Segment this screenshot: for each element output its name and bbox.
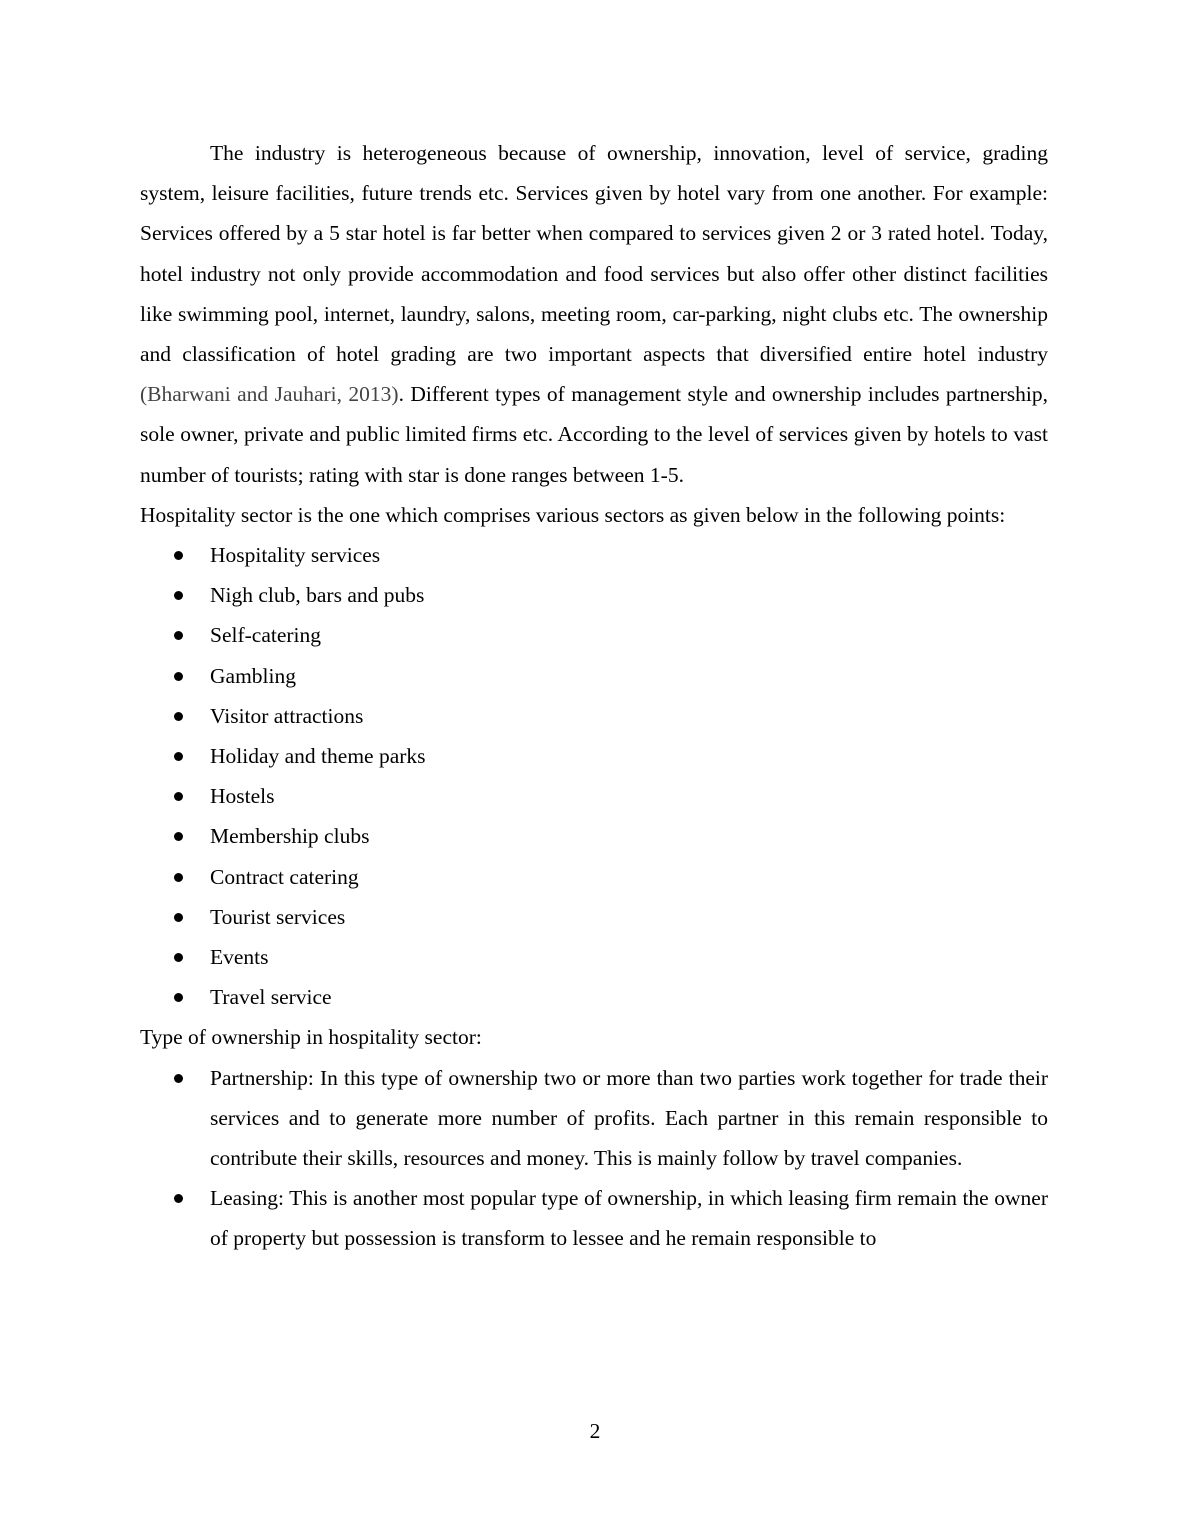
list-item: Leasing: This is another most popular type of ownership, in which leasing firm remain the owner of property but possession is transform to lessee and he remain responsible to bbox=[140, 1178, 1048, 1258]
list-item: Hostels bbox=[140, 776, 1048, 816]
list-item: Self-catering bbox=[140, 615, 1048, 655]
bullet-icon bbox=[174, 631, 183, 640]
intro-text-continued: . Different types of management style and ownership includes partnership, sole owner, private and public limited firms etc. According to the level of services given by hotels to vast number of tourists; rating with star is done ranges between 1-5. bbox=[140, 382, 1048, 487]
page-number: 2 bbox=[589, 1419, 601, 1443]
sectors-intro-paragraph: Hospitality sector is the one which comprises various sectors as given below in the following points: bbox=[140, 502, 1006, 527]
list-item: Tourist services bbox=[140, 897, 1048, 937]
citation: (Bharwani and Jauhari, 2013) bbox=[140, 382, 399, 407]
bullet-icon bbox=[174, 1194, 183, 1203]
bullet-icon bbox=[174, 551, 183, 560]
bullet-icon bbox=[174, 752, 183, 761]
bullet-icon bbox=[174, 712, 183, 721]
list-item: Gambling bbox=[140, 656, 1048, 696]
list-item: Holiday and theme parks bbox=[140, 736, 1048, 776]
bullet-icon bbox=[174, 953, 183, 962]
list-item: Nigh club, bars and pubs bbox=[140, 575, 1048, 615]
list-item: Partnership: In this type of ownership two or more than two parties work together for trade their services and to generate more number of profits. Each partner in this remain responsible to contribute their skills, resources and money. This is mainly follow by travel companies. bbox=[140, 1058, 1048, 1179]
list-item: Membership clubs bbox=[140, 816, 1048, 856]
bullet-icon bbox=[174, 873, 183, 882]
bullet-icon bbox=[174, 993, 183, 1002]
bullet-icon bbox=[174, 672, 183, 681]
bullet-icon bbox=[174, 792, 183, 801]
bullet-icon bbox=[174, 1074, 183, 1083]
intro-paragraph bbox=[140, 133, 1048, 495]
ownership-heading: Type of ownership in hospitality sector: bbox=[140, 1025, 482, 1050]
list-item: Travel service bbox=[140, 977, 1048, 1017]
list-item: Events bbox=[140, 937, 1048, 977]
bullet-icon bbox=[174, 591, 183, 600]
document-body bbox=[140, 133, 1048, 1259]
bullet-icon bbox=[174, 913, 183, 922]
list-item: Hospitality services bbox=[140, 535, 1048, 575]
bullet-icon bbox=[174, 832, 183, 841]
list-item: Contract catering bbox=[140, 857, 1048, 897]
sectors-list bbox=[140, 535, 1048, 1017]
intro-text: The industry is heterogeneous because of ownership, innovation, level of service, grading system, leisure facilities, future trends etc. Services given by hotel vary from one another. For example: Services offered by a 5 star hotel is far better when compared to services given 2 or 3 rated hotel. Today, hotel industry not only provide accommodation and food services but also offer other distinct facilities like swimming pool, internet, laundry, salons, meeting room, car-parking, night clubs etc. The ownership and classification of hotel grading are two important aspects that diversified entire hotel industry bbox=[140, 141, 1048, 367]
list-item: Visitor attractions bbox=[140, 696, 1048, 736]
ownership-list bbox=[140, 1058, 1048, 1259]
